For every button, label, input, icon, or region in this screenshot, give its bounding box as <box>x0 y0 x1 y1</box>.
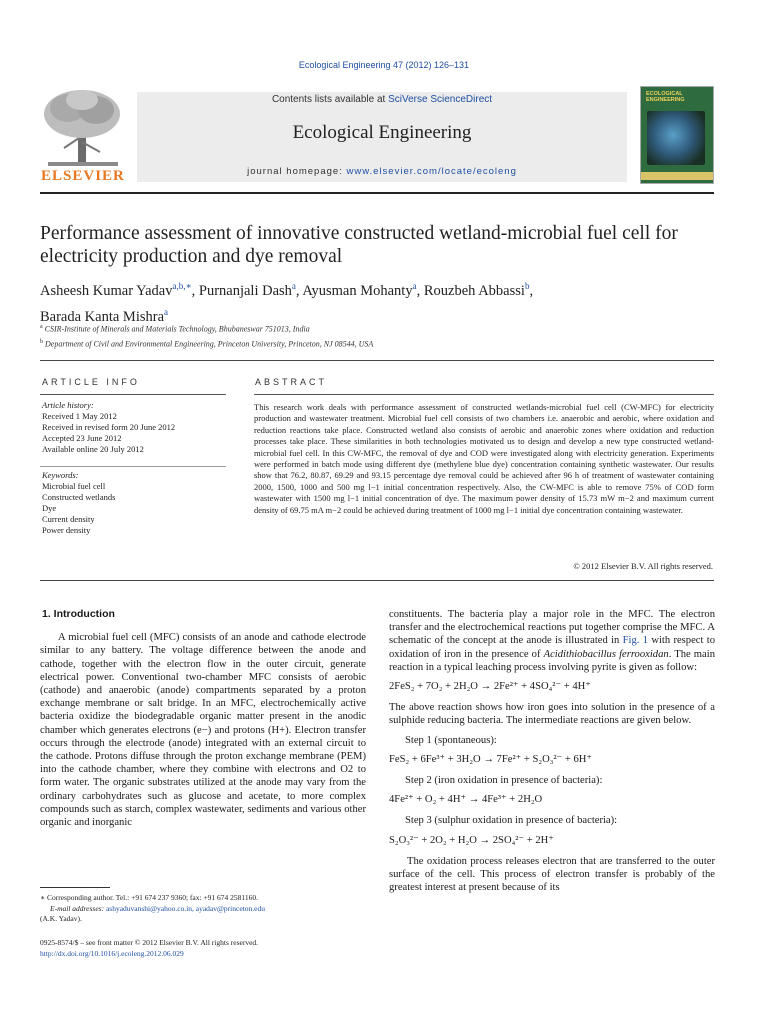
journal-citation[interactable]: Ecological Engineering 47 (2012) 126–131 <box>298 60 470 70</box>
corresponding-author-note: ∗ Corresponding author. Tel.: +91 674 237 9360; fax: +91 674 2581160. <box>40 893 259 902</box>
section-heading: 1. Introduction <box>42 608 115 620</box>
email-links[interactable]: ashyaduvanshi@yahoo.co.in, ayadav@princeton.edu <box>105 903 265 913</box>
issn-line: 0925-8574/$ – see front matter © 2012 Elsevier B.V. All rights reserved. <box>40 938 259 947</box>
author-affiliation-mark[interactable]: a <box>164 306 169 317</box>
author-list: Asheesh Kumar Yadav$^{a,b,∗}$, Purnanjali Dash$^a$, Ayusman Mohanty$^a$, Rouzbeh Abbassi$^b$, Barada Kanta Mishra$^a$ <box>40 281 534 325</box>
email-label: E-mail addresses: <box>50 903 106 913</box>
author-name[interactable]: Ayusman Mohanty <box>302 282 413 299</box>
doi-link[interactable]: http://dx.doi.org/10.1016/j.ecoleng.2012.06.029 <box>40 948 184 958</box>
homepage-link[interactable]: www.elsevier.com/locate/ecoleng <box>346 166 517 177</box>
contents-line <box>137 94 627 105</box>
cover-photo <box>647 111 705 165</box>
journal-title: Ecological Engineering <box>292 122 472 143</box>
body-paragraph <box>389 608 715 674</box>
text-run: constituents. The bacteria play a major role in the MFC. The electron transfer and the electrochemical reactions put together comprise the MFC. A schematic of the concept at the anode is illustrated in <box>389 609 715 647</box>
affiliations <box>40 321 720 350</box>
keyword-item: Dye <box>42 503 57 513</box>
article-info-divider <box>40 394 226 395</box>
species-name: Acidithiobacillus ferrooxidan <box>543 648 669 660</box>
article-history <box>42 400 228 455</box>
keywords-block <box>42 470 228 536</box>
step-label: Step 1 (spontaneous): <box>405 734 497 746</box>
figure-link[interactable]: Fig. 1 <box>622 635 649 647</box>
cover-title: ECOLOGICAL ENGINEERING <box>646 91 685 103</box>
journal-homepage-line <box>137 166 627 177</box>
email-suffix: (A.K. Yadav). <box>40 914 82 923</box>
history-item: Available online 20 July 2012 <box>42 444 144 454</box>
author-name[interactable]: Purnanjali Dash <box>198 282 292 299</box>
keyword-item: Current density <box>42 514 95 524</box>
keywords-divider <box>40 466 226 467</box>
body-left-column <box>40 608 366 835</box>
abstract-bottom-divider <box>40 580 714 581</box>
issn-block <box>40 938 370 959</box>
history-item: Received in revised form 20 June 2012 <box>42 422 176 432</box>
author-affiliation-mark[interactable]: a <box>291 281 296 291</box>
affiliation-mark: b <box>40 338 43 345</box>
tree-icon <box>38 86 128 168</box>
history-item: Accepted 23 June 2012 <box>42 433 122 443</box>
keywords-label: Keywords: <box>42 470 79 480</box>
equation-main: 2FeS₂ + 7O₂ + 2H₂O → 2Fe²⁺ + 4SO₄²⁻ + 4H⁺ <box>389 681 591 693</box>
author-affiliation-mark[interactable]: a <box>412 281 417 291</box>
body-right-column <box>389 608 715 900</box>
affiliation-text: CSIR-Institute of Minerals and Materials Technology, Bhubaneswar 751013, India <box>44 324 310 334</box>
text-run: . The main reaction in a typical leaching process involving pyrite is given as follow: <box>389 648 715 673</box>
keyword-item: Power density <box>42 525 91 535</box>
cover-footer-band <box>641 172 713 180</box>
keyword-item: Microbial fuel cell <box>42 481 106 491</box>
article-info-heading: ARTICLE INFO <box>42 377 140 387</box>
history-label: Article history: <box>42 400 94 410</box>
author-affiliation-mark[interactable]: b <box>524 281 530 291</box>
article-title: Performance assessment of innovative constructed wetland-microbial fuel cell for electricity production and dye removal <box>40 223 678 267</box>
body-paragraph: A microbial fuel cell (MFC) consists of an anode and cathode electrode similar to any battery. The voltage difference between the anode and cathode, together with the electron flow in the outer circuit, generate electrical power. Conventional two-chamber MFC consists of aerobic (cathode) and anaerobic (anode) compartments separated by a proton exchange membrane or salt bridge. In an MFC, electrochemically active bacteria oxidize the biodegradable organic matter present in the anodic chamber which generates electrons (e−) and protons (H+). Electron transfer occurs through the electrode (anode) integrated with an external circuit to the cathode. Protons diffuse through the proton exchange membrane (PEM) into the cathode chamber, where they combine with electrons and O2 to form water. The organic substrates utilized at the anode may vary from the ordinary carbohydrates such as glucose and acetate, to more complex compounds such as starch, complex wastewater, sediments and various other organic and inorganic <box>40 632 366 829</box>
author-affiliation-mark[interactable]: a,b,∗ <box>172 281 192 291</box>
contents-prefix: Contents lists available at <box>271 94 389 105</box>
abstract-heading: ABSTRACT <box>255 377 328 387</box>
keyword-item: Constructed wetlands <box>42 492 116 502</box>
footnote-divider <box>40 887 110 888</box>
step-label: Step 2 (iron oxidation in presence of bacteria): <box>405 775 603 787</box>
journal-cover-image <box>640 86 714 184</box>
history-item: Received 1 May 2012 <box>42 411 117 421</box>
author-name[interactable]: Rouzbeh Abbassi <box>423 282 525 299</box>
affiliation-text: Department of Civil and Environmental Engineering, Princeton University, Princeton, NJ 08544, USA <box>45 339 374 349</box>
publisher-logo-text: ELSEVIER <box>41 168 125 184</box>
copyright-line: © 2012 Elsevier B.V. All rights reserved. <box>573 561 713 571</box>
author-name[interactable]: Asheesh Kumar Yadav <box>40 282 173 299</box>
abstract-text: This research work deals with performance assessment of constructed wetlands-microbial fuel cell (CW-MFC) for electricity production and wastewater treatment. Microbial fuel cell consists of two chambers i.e. anaerobic and aerobic, where oxidation and reduction reactions take place. Constructed wetland also consists of aerobic and anaerobic zones where oxidation and reduction processes take place. These similarities in both technologies motivated us to design and develop a new type constructed wetland-microbial fuel cell. In this CW-MFC, the removal of dye and COD were investigated along with electricity generation. Experiments were performed in batch mode using different dye (methylene blue dye) concentration containing synthetic wastewater. Our results show that 76.2, 80.87, 69.29 and 93.15 percentage dye removal could be achieved after 96 h of treatment of wastewater containing 2000, 1500, 1000 and 500 mg l−1 initial concentration respectively. Also, the CW-MFC is able to remove 75% of COD form wastewater with 1500 mg l−1 initial concentration of dye. The maximum power density of 15.73 mW m−2 and maximum current density of 69.75 mA m−2 could be achieved during treatment of 1000 mg l−1 initial dye concentration containing wastewater. <box>254 402 714 515</box>
email-line <box>40 904 370 915</box>
equation-step-3: S₂O₃²⁻ + 2O₂ + H₂O → 2SO₄²⁻ + 2H⁺ <box>389 834 554 846</box>
body-paragraph: The oxidation process releases electron that are transferred to the outer surface of the cell. This process of electron transfer is probably of the greatest interest at present because of its <box>389 855 715 894</box>
footnote-block <box>40 893 370 925</box>
author-name[interactable]: Barada Kanta Mishra <box>40 308 165 325</box>
step-label: Step 3 (sulphur oxidation in presence of bacteria): <box>405 815 618 827</box>
homepage-prefix: journal homepage: <box>247 166 347 177</box>
affiliation-line <box>40 321 720 336</box>
affiliation-mark: a <box>40 324 43 330</box>
equation-step-1: FeS₂ + 6Fe³⁺ + 3H₂O → 7Fe²⁺ + S₂O₃²⁻ + 6H⁺ <box>389 753 592 765</box>
equation-step-2: 4Fe²⁺ + O₂ + 4H⁺ → 4Fe³⁺ + 2H₂O <box>389 794 543 806</box>
sciencedirect-link[interactable]: SciVerse ScienceDirect <box>388 94 493 105</box>
affiliation-line <box>40 336 720 351</box>
text-run: with respect to oxidation of iron in the presence of <box>389 635 715 660</box>
section-divider <box>40 360 714 361</box>
header-divider <box>40 192 714 194</box>
abstract-divider <box>254 394 714 395</box>
body-paragraph: The above reaction shows how iron goes into solution in the presence of a sulphide reducing bacteria. The intermediate reactions are given below. <box>389 702 715 727</box>
